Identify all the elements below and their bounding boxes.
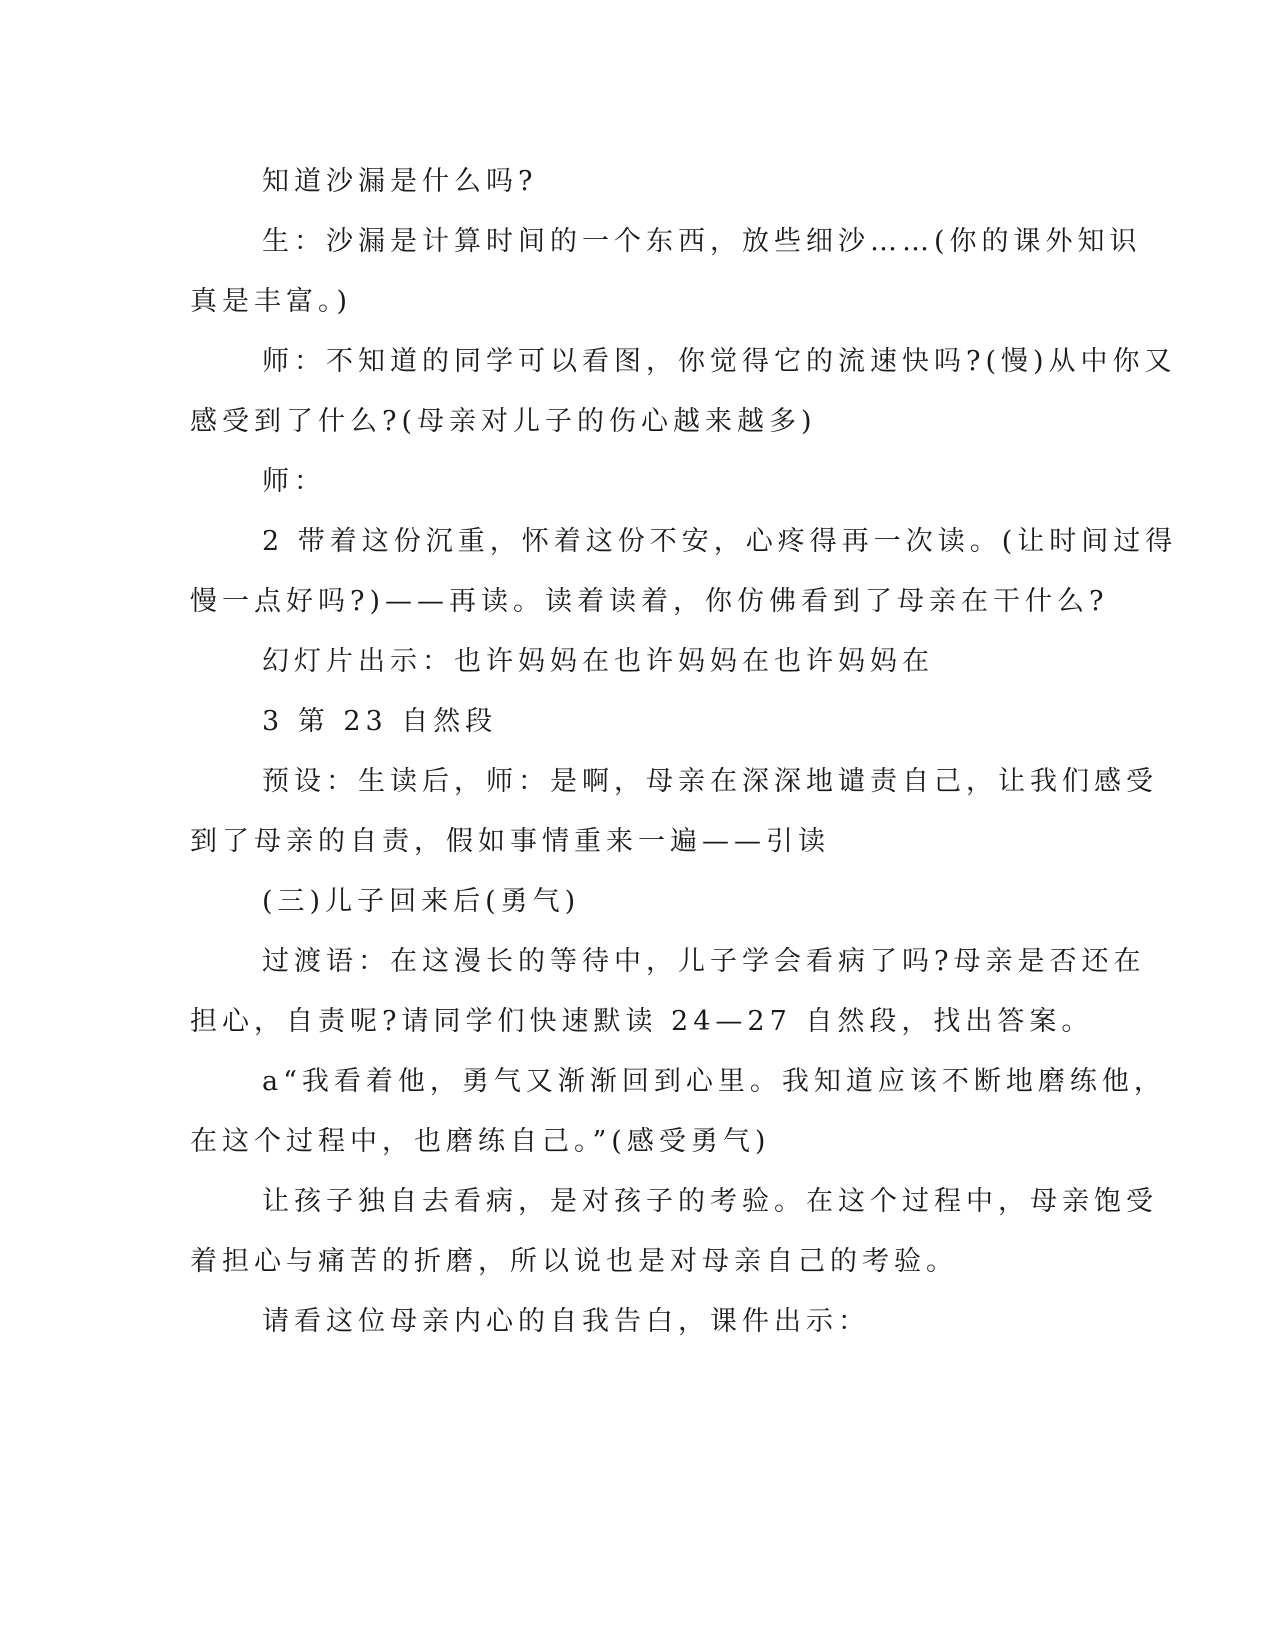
text-line: 真是丰富。) — [190, 286, 353, 317]
text-line: (三)儿子回来后(勇气) — [262, 886, 581, 917]
text-line: 过渡语：在这漫长的等待中，儿子学会看病了吗?母亲是否还在 — [262, 946, 1146, 977]
text-line: 师： — [262, 466, 326, 497]
text-line: 担心，自责呢?请同学们快速默读 24—27 自然段，找出答案。 — [190, 1006, 1094, 1037]
text-line: 预设：生读后，师：是啊，母亲在深深地谴责自己，让我们感受 — [262, 766, 1158, 797]
text-line: a“我看着他，勇气又渐渐回到心里。我知道应该不断地磨练他， — [262, 1066, 1166, 1097]
text-line: 2 带着这份沉重，怀着这份不安，心疼得再一次读。(让时间过得 — [262, 526, 1178, 557]
text-line: 感受到了什么?(母亲对儿子的伤心越来越多) — [190, 406, 817, 437]
text-line: 到了母亲的自责，假如事情重来一遍——引读 — [190, 826, 830, 857]
text-line: 3 第 23 自然段 — [262, 706, 498, 737]
text-line: 知道沙漏是什么吗? — [262, 166, 538, 197]
text-line: 慢一点好吗?)——再读。读着读着，你仿佛看到了母亲在干什么? — [190, 586, 1109, 617]
text-line: 幻灯片出示：也许妈妈在也许妈妈在也许妈妈在 — [262, 646, 934, 677]
text-line: 师：不知道的同学可以看图，你觉得它的流速快吗?(慢)从中你又 — [262, 346, 1177, 377]
text-line: 请看这位母亲内心的自我告白，课件出示： — [262, 1306, 870, 1337]
text-line: 生：沙漏是计算时间的一个东西，放些细沙……(你的课外知识 — [262, 226, 1142, 257]
text-line: 让孩子独自去看病，是对孩子的考验。在这个过程中，母亲饱受 — [262, 1186, 1158, 1217]
text-line: 在这个过程中，也磨练自己。”(感受勇气) — [190, 1126, 771, 1157]
text-line: 着担心与痛苦的折磨，所以说也是对母亲自己的考验。 — [190, 1246, 958, 1277]
